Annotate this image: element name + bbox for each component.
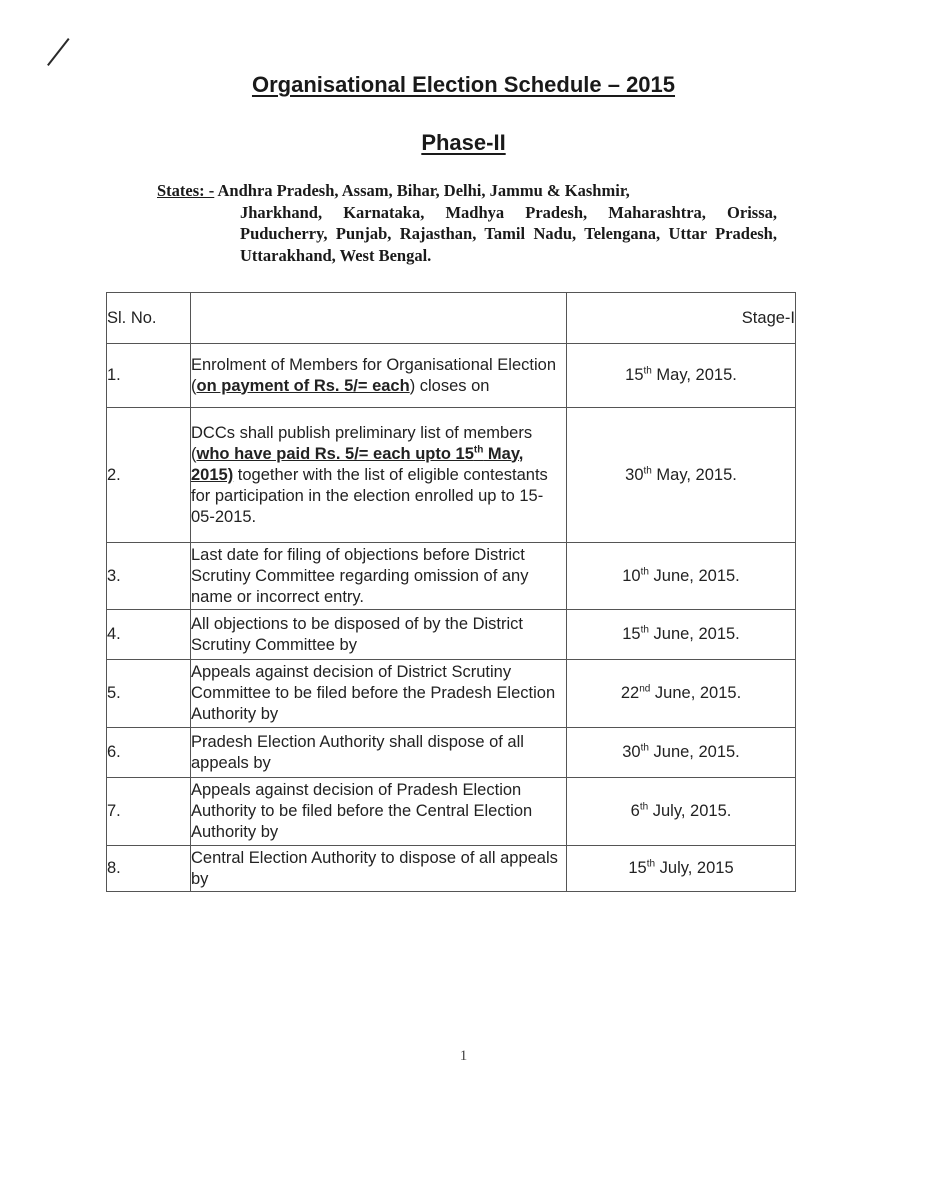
row-date: 30th June, 2015. [567, 728, 796, 778]
header-stage: Stage-I [567, 293, 796, 344]
table-row [107, 408, 796, 543]
row-description: Last date for filing of objections before District Scrutiny Committee regarding omission of any name or incorrect entry. [191, 543, 567, 610]
states-list-rest: Jharkhand, Karnataka, Madhya Pradesh, Maharashtra, Orissa, Puducherry, Punjab, Rajasthan, Tamil Nadu, Telengana, Uttar Pradesh, Uttarakhand, West Bengal. [240, 202, 777, 265]
table-row [107, 543, 796, 610]
row-date: 6th July, 2015. [567, 778, 796, 846]
row-number: 8. [107, 846, 191, 892]
row-date: 15th May, 2015. [567, 344, 796, 408]
states-paragraph [157, 180, 777, 266]
table-row [107, 778, 796, 846]
row-date: 30th May, 2015. [567, 408, 796, 543]
row-number: 3. [107, 543, 191, 610]
schedule-table [106, 292, 796, 892]
table-header-row [107, 293, 796, 344]
row-description: Central Election Authority to dispose of all appeals by [191, 846, 567, 892]
states-list-first: Andhra Pradesh, Assam, Bihar, Delhi, Jammu & Kashmir, [217, 181, 630, 200]
row-number: 4. [107, 610, 191, 660]
row-date: 10th June, 2015. [567, 543, 796, 610]
row-number: 5. [107, 660, 191, 728]
table-row [107, 846, 796, 892]
header-sl-no: Sl. No. [107, 293, 191, 344]
row-date: 22nd June, 2015. [567, 660, 796, 728]
row-description: Pradesh Election Authority shall dispose of all appeals by [191, 728, 567, 778]
page-number: 1 [459, 1048, 468, 1064]
row-date: 15th July, 2015 [567, 846, 796, 892]
table-row [107, 728, 796, 778]
row-description: All objections to be disposed of by the District Scrutiny Committee by [191, 610, 567, 660]
row-number: 7. [107, 778, 191, 846]
states-label: States: - [157, 181, 215, 200]
table-row [107, 660, 796, 728]
row-number: 6. [107, 728, 191, 778]
header-description [191, 293, 567, 344]
page-title: Organisational Election Schedule – 2015 [251, 72, 676, 97]
row-number: 2. [107, 408, 191, 543]
row-description: Enrolment of Members for Organisational Election (on payment of Rs. 5/= each) closes on [191, 344, 567, 408]
table-row [107, 610, 796, 660]
row-description: DCCs shall publish preliminary list of members (who have paid Rs. 5/= each upto 15th May, 2015) together with the list of eligible contestants for participation in the election enrolled up to 15-05-2015. [191, 408, 567, 543]
row-number: 1. [107, 344, 191, 408]
scan-mark [47, 38, 70, 66]
phase-heading: Phase-II [421, 130, 506, 155]
states-first-line [157, 180, 777, 202]
row-description: Appeals against decision of District Scrutiny Committee to be filed before the Pradesh Election Authority by [191, 660, 567, 728]
row-description: Appeals against decision of Pradesh Election Authority to be filed before the Central Election Authority by [191, 778, 567, 846]
table-row [107, 344, 796, 408]
row-date: 15th June, 2015. [567, 610, 796, 660]
